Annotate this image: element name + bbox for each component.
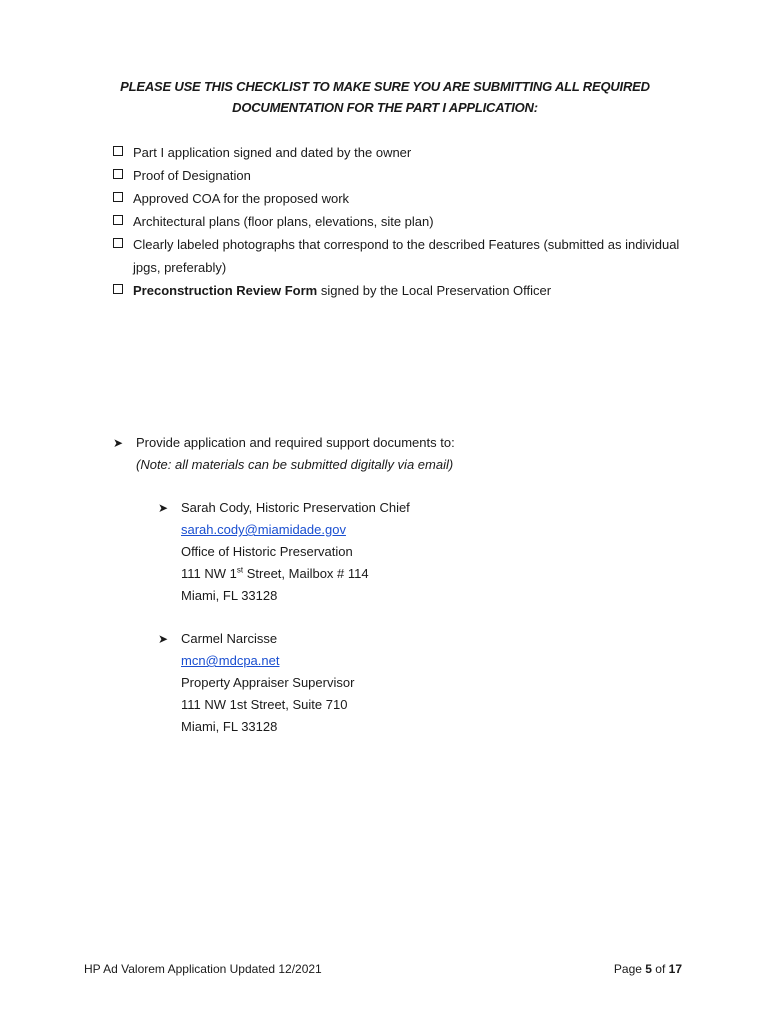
footer-page-number: Page 5 of 17 bbox=[613, 962, 682, 976]
footer-document-title: HP Ad Valorem Application Updated 12/2021 bbox=[84, 962, 322, 976]
checklist-heading bbox=[0, 76, 770, 118]
checkbox-icon[interactable] bbox=[113, 215, 123, 225]
submission-instructions bbox=[113, 432, 693, 476]
contact-office: Office of Historic Preservation bbox=[181, 544, 353, 559]
contact-email-link[interactable]: sarah.cody@miamidade.gov bbox=[181, 522, 346, 537]
provide-text: Provide application and required support documents to: bbox=[136, 435, 455, 450]
contact-sarah-cody bbox=[158, 497, 678, 607]
contact-name: Sarah Cody, Historic Preservation Chief bbox=[181, 500, 410, 515]
arrow-bullet-icon: ➤ bbox=[113, 436, 124, 450]
document-checklist bbox=[113, 141, 693, 302]
checklist-item bbox=[113, 233, 693, 279]
checklist-item-text: Proof of Designation bbox=[133, 168, 251, 183]
form-name: Preconstruction Review Form bbox=[133, 283, 318, 298]
contact-office: Property Appraiser Supervisor bbox=[181, 675, 355, 690]
contact-city: Miami, FL 33128 bbox=[181, 719, 278, 734]
checklist-item-text: Part I application signed and dated by the owner bbox=[133, 145, 412, 160]
heading-line-1: PLEASE USE THIS CHECKLIST TO MAKE SURE YOU ARE SUBMITTING ALL REQUIRED bbox=[120, 79, 650, 94]
contact-city: Miami, FL 33128 bbox=[181, 588, 278, 603]
contact-name: Carmel Narcisse bbox=[181, 631, 278, 646]
arrow-bullet-icon: ➤ bbox=[158, 632, 169, 646]
checkbox-icon[interactable] bbox=[113, 284, 123, 294]
submission-note: (Note: all materials can be submitted digitally via email) bbox=[136, 457, 454, 472]
checklist-item-text: Clearly labeled photographs that correspond to the described Features (submitted as individual jpgs, preferably) bbox=[133, 237, 680, 275]
checklist-item-text: Approved COA for the proposed work bbox=[133, 191, 350, 206]
checklist-item-text: Architectural plans (floor plans, elevations, site plan) bbox=[133, 214, 434, 229]
checklist-item bbox=[113, 210, 693, 233]
checklist-item-text bbox=[133, 279, 693, 302]
checkbox-icon[interactable] bbox=[113, 192, 123, 202]
checkbox-icon[interactable] bbox=[113, 169, 123, 179]
checkbox-icon[interactable] bbox=[113, 146, 123, 156]
checklist-item bbox=[113, 187, 693, 210]
contact-carmel-narcisse bbox=[158, 628, 678, 738]
checklist-item bbox=[113, 164, 693, 187]
contact-email-link[interactable]: mcn@mdcpa.net bbox=[181, 653, 280, 668]
checkbox-icon[interactable] bbox=[113, 238, 123, 248]
heading-line-2: DOCUMENTATION FOR THE PART I APPLICATION: bbox=[232, 100, 538, 115]
arrow-bullet-icon: ➤ bbox=[158, 501, 169, 515]
form-description: signed by the Local Preservation Officer bbox=[317, 283, 552, 298]
contact-address: 111 NW 1st Street, Mailbox # 114 bbox=[181, 565, 369, 581]
checklist-item bbox=[113, 141, 693, 164]
checklist-item bbox=[113, 279, 693, 302]
contact-address: 111 NW 1st Street, Suite 710 bbox=[181, 697, 348, 712]
